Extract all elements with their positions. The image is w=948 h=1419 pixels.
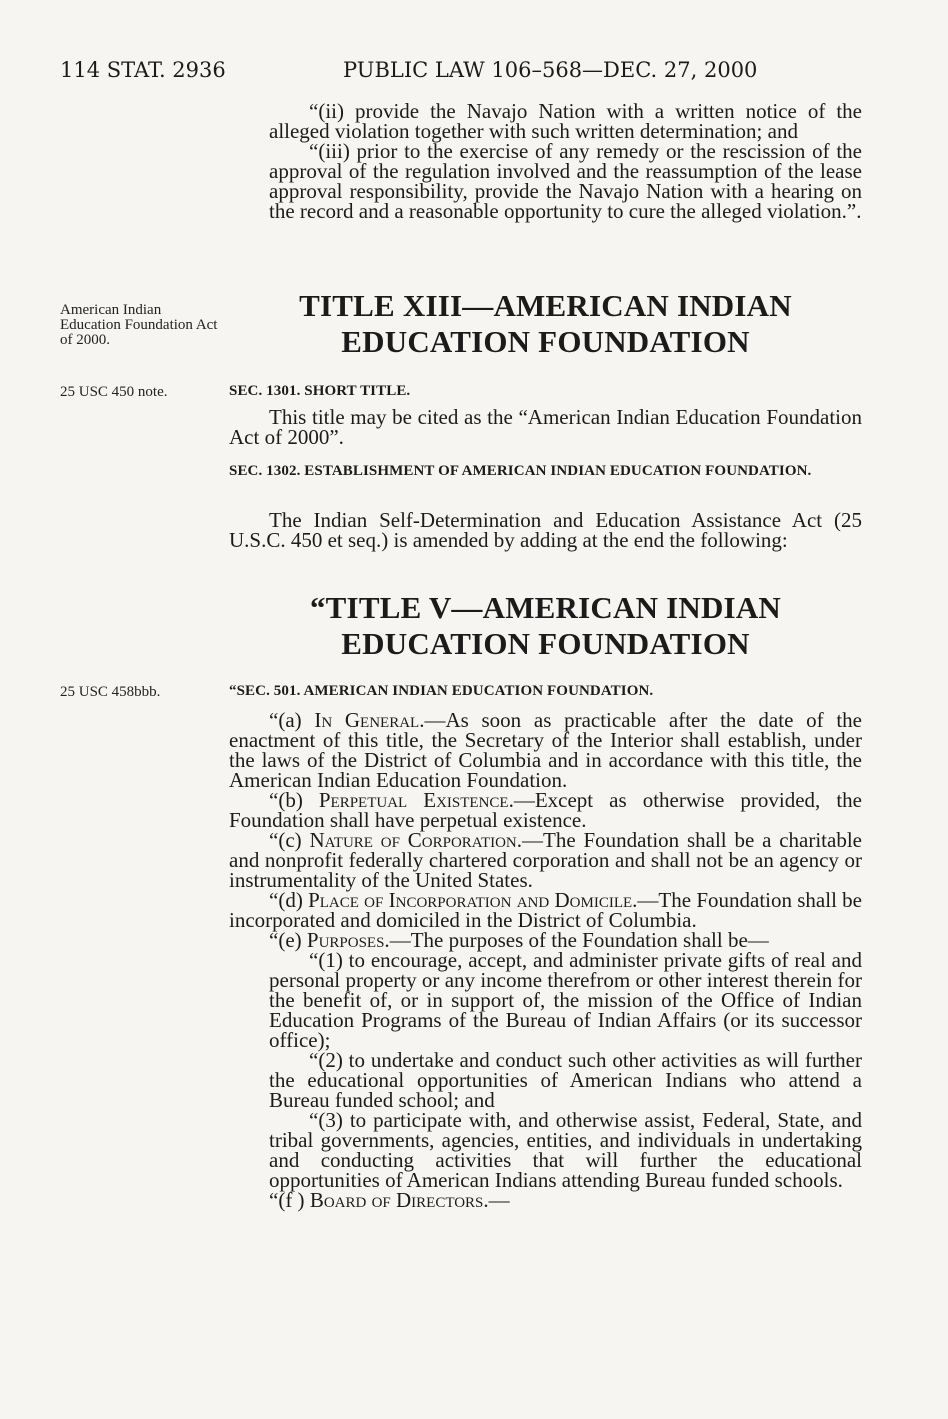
- subsection-b: “(b) Perpetual Existence.—Except as otherwise provided, the Foundation shall have perpetual existence.: [229, 788, 862, 832]
- sec-1302-body: [229, 510, 862, 550]
- subsection-e-heading: Purposes.: [306, 928, 390, 952]
- sec-1301-text: This title may be cited as the “American Indian Education Foundation Act of 2000”.: [229, 405, 862, 449]
- page-header: [60, 58, 890, 88]
- paragraph-e1: “(1) to encourage, accept, and administer private gifts of real and personal property or any income therefrom or other interest therein for the benefit of, or in support of, the mission of the Office of Indian Education Programs of the Bureau of Indian Affairs (or its successor office);: [269, 948, 862, 1052]
- sec-501-body: [229, 710, 862, 1210]
- paragraph-e2: “(2) to undertake and conduct such other activities as will further the educational opportunities of American Indians who attend a Bureau funded school; and: [269, 1048, 862, 1112]
- continued-provisions: [229, 101, 862, 221]
- subsection-b-heading: Perpetual Existence.: [318, 788, 514, 812]
- subsection-c: “(c) Nature of Corporation.—The Foundation shall be a charitable and nonprofit federally chartered corporation and shall not be an agency or instrumentality of the United States.: [229, 828, 862, 892]
- subsection-f: “(f ) Board of Directors.—: [269, 1188, 510, 1212]
- subsection-c-heading: Nature of Corporation.: [309, 828, 523, 852]
- sec-1302-heading: SEC. 1302. ESTABLISHMENT OF AMERICAN INDIAN EDUCATION FOUNDATION.: [229, 463, 812, 479]
- subsection-d-heading: Place of Incorporation and Domicile.: [308, 888, 638, 912]
- title-xiii-line2: EDUCATION FOUNDATION: [341, 324, 750, 359]
- subsection-a-heading: In General.: [314, 708, 425, 732]
- margin-note-usc-458: 25 USC 458bbb.: [60, 684, 161, 700]
- title-v-line2: EDUCATION FOUNDATION: [341, 626, 750, 661]
- subsection-f-heading: Board of Directors.: [309, 1188, 489, 1212]
- sec-1301-heading: SEC. 1301. SHORT TITLE.: [229, 383, 411, 399]
- margin-note-usc-450: 25 USC 450 note.: [60, 384, 168, 400]
- margin-note-act-name: American Indian Education Foundation Act of 2000.: [60, 302, 218, 348]
- title-v-heading: [229, 590, 862, 662]
- subsection-a: “(a) In General.—As soon as practicable after the date of the enactment of this title, the Secretary of the Interior shall establish, under the laws of the District of Columbia and in accordance with this title, the American Indian Education Foundation.: [229, 708, 862, 792]
- subsection-d: “(d) Place of Incorporation and Domicile.—The Foundation shall be incorporated and domiciled in the District of Columbia.: [229, 888, 862, 932]
- sec-1302-text: The Indian Self-Determination and Education Assistance Act (25 U.S.C. 450 et seq.) is amended by adding at the end the following:: [229, 508, 862, 552]
- title-xiii-heading: [229, 288, 862, 360]
- paragraph-e3: “(3) to participate with, and otherwise assist, Federal, State, and tribal governments, agencies, entities, and individuals in undertaking and conducting activities that will further the educational opportunities of American Indians attending Bureau funded schools.: [269, 1108, 862, 1192]
- sec-1301-body: [229, 407, 862, 447]
- public-law-running-head: PUBLIC LAW 106–568—DEC. 27, 2000: [343, 58, 758, 82]
- clause-ii: “(ii) provide the Navajo Nation with a written notice of the alleged violation together with such written determination; and: [269, 99, 862, 143]
- subsection-e: “(e) Purposes.—The purposes of the Foundation shall be—: [269, 928, 769, 952]
- clause-iii: “(iii) prior to the exercise of any remedy or the rescission of the approval of the regulation involved and the reassumption of the lease approval responsibility, provide the Navajo Nation with a hearing on the record and a reasonable opportunity to cure the alleged violation.”.: [269, 139, 862, 223]
- sec-501-heading: “SEC. 501. AMERICAN INDIAN EDUCATION FOUNDATION.: [229, 683, 654, 699]
- title-xiii-line1: TITLE XIII—AMERICAN INDIAN: [299, 288, 792, 323]
- statute-citation: 114 STAT. 2936: [60, 58, 226, 82]
- title-v-line1: “TITLE V—AMERICAN INDIAN: [309, 590, 781, 625]
